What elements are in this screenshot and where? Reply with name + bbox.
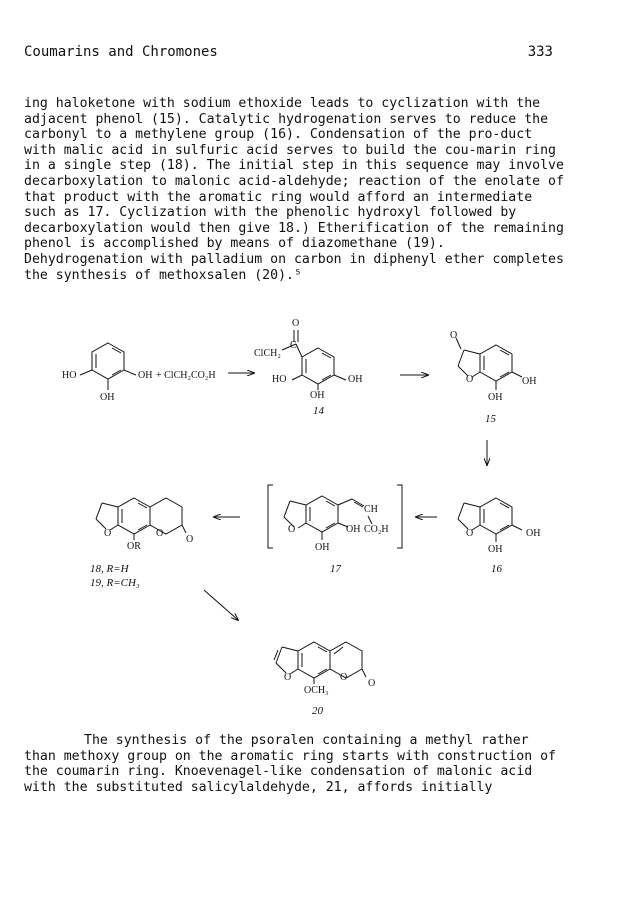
compound-label-18: 18, R=H xyxy=(90,563,129,575)
label-oh: OH xyxy=(526,528,541,539)
label-or: OR xyxy=(127,541,141,552)
compound-number-14: 14 xyxy=(313,405,324,417)
label-ch: CH xyxy=(364,504,378,515)
page-number: 333 xyxy=(527,44,553,60)
label-o: O xyxy=(104,528,112,539)
bracket-left xyxy=(268,485,273,548)
compound-16-ring xyxy=(480,498,512,534)
bracket-right xyxy=(397,485,402,548)
label-clch2: ClCH₂ xyxy=(254,348,281,359)
label-oh: OH xyxy=(488,544,503,555)
compound-15-ring xyxy=(480,345,512,381)
compound-label-19: 19, R=CH₃ xyxy=(90,577,140,589)
label-ho: HO xyxy=(62,370,77,381)
reagent-chloroacetic-acid: + ClCH₂CO₂H xyxy=(156,370,216,381)
label-oh: OH xyxy=(138,370,153,381)
body-paragraph-1: ing haloketone with sodium ethoxide leads to cyclization with the adjacent phenol (15). Catalytic hydrogenation serves to reduce the carbonyl to a methylene group (16). Condensation of the pro-duct with malic acid in sulfuric acid serves to build the cou-marin ring in a single step (18). The initial step in this sequence may involve decarboxylation to malonic acid-aldehyde; reaction of the enolate of that product with the aromatic ring would afford an intermediate such as 17. Cyclization with the phenolic hydroxyl followed by decarboxylation would then give 18.) Etherification of the remaining phenol is accomplished by means of diazomethane (19). Dehydrogenation with palladium on carbon in diphenyl ether completes the synthesis of methoxsalen (20).⁵ xyxy=(24,96,564,283)
label-o: O xyxy=(288,524,296,535)
label-co2h: CO₂H xyxy=(364,524,389,535)
label-oh: OH xyxy=(315,542,330,553)
running-header-title: Coumarins and Chromones xyxy=(24,44,218,60)
label-o: O xyxy=(284,672,292,683)
compound-number-20: 20 xyxy=(312,705,323,717)
label-och3: OCH₃ xyxy=(304,685,329,696)
label-ho: HO xyxy=(272,374,287,385)
resorcinol-ring xyxy=(92,343,124,379)
label-oh: OH xyxy=(310,390,325,401)
compound-number-15: 15 xyxy=(485,413,496,425)
reaction-arrow-6 xyxy=(204,590,238,620)
compound-17-ring xyxy=(306,496,338,532)
compound-18-lactone xyxy=(150,498,182,534)
compound-14-ring xyxy=(302,348,334,384)
label-oh: OH xyxy=(522,376,537,387)
label-o: O xyxy=(450,330,458,341)
label-o: O xyxy=(466,528,474,539)
label-oh: OH xyxy=(348,374,363,385)
compound-18-ring xyxy=(118,498,150,534)
label-c: C xyxy=(290,340,297,351)
compound-number-16: 16 xyxy=(491,563,502,575)
label-oh: OH xyxy=(100,392,115,403)
label-o: O xyxy=(292,318,300,329)
label-o: O xyxy=(368,678,376,689)
label-o: O xyxy=(340,672,348,683)
body-paragraph-2: The synthesis of the psoralen containing a methyl rather than methoxy group on the aromatic ring starts with construction of the coumarin ring. Knoevenagel-like condensation of malonic acid with the substituted salicylaldehyde, 21, affords initially xyxy=(24,733,556,795)
label-o: O xyxy=(466,374,474,385)
label-o: O xyxy=(156,528,164,539)
label-o: O xyxy=(186,534,194,545)
label-oh: OH xyxy=(488,392,503,403)
compound-number-17: 17 xyxy=(330,563,341,575)
label-oh: OH xyxy=(346,524,361,535)
compound-20-ring xyxy=(298,642,330,678)
